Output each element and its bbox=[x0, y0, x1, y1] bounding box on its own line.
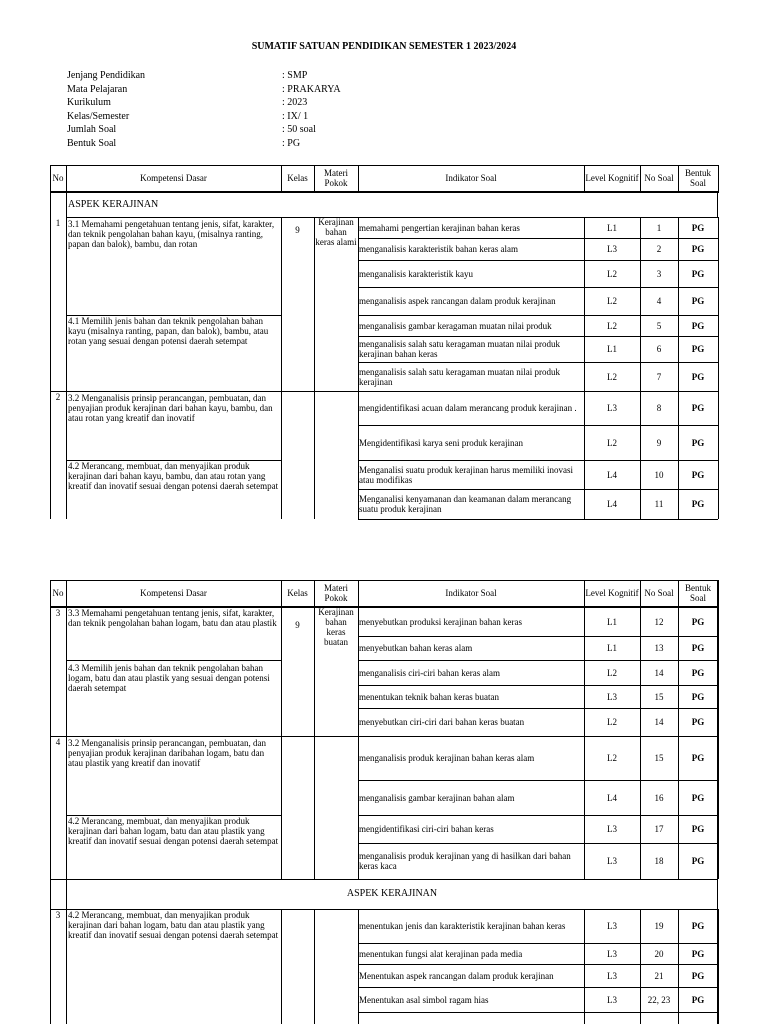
indicator-cell: menentukan fungsi alat kerajinan pada media bbox=[359, 948, 523, 959]
table-rule bbox=[640, 909, 641, 1024]
no-soal-cell: 5 bbox=[656, 320, 662, 331]
bentuk-cell: PG bbox=[691, 371, 705, 382]
level-cell: L1 bbox=[607, 222, 617, 233]
table-rule bbox=[640, 607, 641, 879]
kd-cell: 4.3 Memilih jenis bahan dan teknik pengolahan bahan logam, batu dan atau plastik yang sesuai dengan potensi daerah setempat bbox=[68, 663, 270, 693]
indicator-cell: menganalisis ciri-ciri bahan keras alam bbox=[359, 667, 500, 678]
table-rule bbox=[640, 165, 641, 193]
meta-row bbox=[67, 137, 341, 151]
level-cell: L1 bbox=[607, 344, 617, 354]
table-rule bbox=[678, 909, 679, 1024]
no-soal-cell: 21 bbox=[654, 970, 664, 981]
table-rule bbox=[314, 607, 315, 879]
table-rule bbox=[50, 391, 358, 392]
no-soal-cell: 6 bbox=[656, 344, 662, 354]
bentuk-cell: PG bbox=[691, 222, 705, 233]
indicator-cell: menganalisis karakteristik bahan keras alam bbox=[359, 244, 518, 254]
kd-cell: 4.2 Merancang, membuat, dan menyajikan produk kerajinan dari bahan kayu, bambu, dan atau rotan yang kreatif dan inovatif sesuai dengan potensi daerah setempat bbox=[68, 461, 279, 491]
table-rule bbox=[50, 580, 51, 1024]
meta-value: : IX/ 1 bbox=[282, 110, 309, 122]
meta-label: Mata Pelajaran bbox=[67, 83, 128, 95]
header-materi-pokok: Materi Pokok bbox=[324, 583, 348, 603]
header-kelas: Kelas bbox=[287, 173, 308, 183]
table-rule bbox=[718, 165, 719, 193]
table-rule bbox=[66, 815, 281, 816]
bentuk-cell: PG bbox=[691, 856, 705, 866]
table-rule bbox=[358, 909, 359, 1024]
meta-label: Kurikulum bbox=[67, 97, 111, 108]
table-rule bbox=[584, 580, 585, 608]
indicator-cell: menganalisis aspek rancangan dalam produk kerajinan bbox=[359, 296, 556, 306]
level-cell: L3 bbox=[607, 948, 617, 959]
level-cell: L3 bbox=[607, 970, 617, 981]
no-soal-cell: 20 bbox=[654, 948, 664, 959]
meta-row bbox=[67, 110, 341, 124]
header-kompetensi-dasar: Kompetensi Dasar bbox=[140, 588, 207, 598]
no-soal-cell: 15 bbox=[654, 691, 664, 702]
table-rule bbox=[358, 580, 359, 608]
bentuk-cell: PG bbox=[691, 948, 705, 959]
table-rule bbox=[314, 909, 315, 1024]
group-no: 4 bbox=[55, 737, 61, 747]
header-no: No bbox=[52, 588, 64, 598]
no-soal-cell: 13 bbox=[654, 643, 664, 653]
meta-row bbox=[67, 83, 341, 97]
no-soal-cell: 18 bbox=[654, 856, 664, 866]
kd-cell: 4.2 Merancang, membuat, dan menyajikan produk kerajinan dari bahan logam, batu dan atau plastik yang kreatif dan inovatif sesuai dengan potensi daerah setempat bbox=[68, 816, 279, 846]
bentuk-cell: PG bbox=[691, 824, 705, 834]
indicator-cell: menganalisis salah satu keragaman muatan nilai produk kerajinan bahan keras bbox=[359, 339, 560, 359]
kd-cell: 3.2 Menganalisis prinsip perancangan, pembuatan, dan penyajian produk kerajinan dari bahan kayu, bambu, dan atau rotan yang kreatif dan inovatif bbox=[68, 393, 273, 423]
table-rule bbox=[66, 460, 281, 461]
indicator-cell: menganalisis produk kerajinan yang di hasilkan dari bahan keras kaca bbox=[359, 851, 571, 871]
no-soal-cell: 22, 23 bbox=[647, 994, 671, 1005]
bentuk-cell: PG bbox=[691, 667, 705, 678]
header-level-kognitif: Level Kognitif bbox=[585, 588, 639, 598]
level-cell: L3 bbox=[607, 824, 617, 834]
table-rule bbox=[718, 580, 719, 608]
kd-cell: 3.2 Menganalisis prinsip perancangan, pembuatan, dan penyajian produk kerajinan daribahan logam, batu dan atau plastik yang kreatif dan inovatif bbox=[68, 738, 266, 768]
meta-row bbox=[67, 96, 341, 110]
header-materi-pokok: Materi Pokok bbox=[324, 168, 348, 188]
table-rule bbox=[281, 217, 282, 519]
table-rule bbox=[66, 660, 281, 661]
table-rule bbox=[358, 519, 718, 520]
header-no: No bbox=[52, 173, 64, 183]
no-soal-cell: 15 bbox=[654, 753, 664, 763]
table-rule bbox=[678, 580, 679, 608]
no-soal-cell: 3 bbox=[656, 268, 662, 279]
table-rule bbox=[314, 165, 315, 193]
header-bentuk-soal: Bentuk Soal bbox=[685, 583, 711, 603]
no-soal-cell: 7 bbox=[656, 371, 662, 382]
meta-value: : SMP bbox=[282, 70, 308, 81]
aspek-label: ASPEK KERAJINAN bbox=[68, 199, 159, 210]
level-cell: L2 bbox=[607, 296, 617, 306]
indicator-cell: menganalisis produk kerajinan bahan keras alam bbox=[359, 753, 535, 763]
level-cell: L2 bbox=[607, 268, 617, 279]
meta-value: : PG bbox=[282, 137, 301, 149]
table-rule bbox=[50, 580, 718, 581]
indicator-cell: menganalisis karakteristik kayu bbox=[359, 268, 473, 279]
bentuk-cell: PG bbox=[691, 616, 705, 627]
indicator-cell: Menentukan asal simbol ragam hias bbox=[359, 994, 489, 1005]
header-bentuk-soal: Bentuk Soal bbox=[685, 168, 711, 188]
meta-value: : 2023 bbox=[282, 97, 308, 108]
level-cell: L4 bbox=[607, 499, 617, 509]
level-cell: L3 bbox=[607, 403, 617, 413]
table-rule bbox=[358, 165, 359, 193]
indicator-cell: menyebutkan produksi kerajinan bahan keras bbox=[359, 616, 522, 627]
level-cell: L2 bbox=[607, 371, 617, 382]
indicator-cell: menganalisis salah satu keragaman muatan nilai produk kerajinan bbox=[359, 366, 560, 387]
document-meta bbox=[67, 69, 341, 150]
no-soal-cell: 17 bbox=[654, 824, 664, 834]
table-rule bbox=[50, 165, 51, 519]
level-cell: L3 bbox=[607, 244, 617, 254]
header-kompetensi-dasar: Kompetensi Dasar bbox=[140, 173, 207, 183]
table-rule bbox=[678, 165, 679, 193]
table-rule bbox=[50, 165, 718, 166]
no-soal-cell: 8 bbox=[656, 403, 662, 413]
table-rule bbox=[358, 217, 359, 519]
table-rule bbox=[718, 607, 719, 879]
indicator-cell: menentukan teknik bahan keras buatan bbox=[359, 691, 499, 702]
indicator-cell: Menganalisi kenyamanan dan keamanan dalam merancang suatu produk kerajinan bbox=[359, 494, 572, 514]
bentuk-cell: PG bbox=[691, 268, 705, 279]
level-cell: L2 bbox=[607, 320, 617, 331]
level-cell: L4 bbox=[607, 792, 617, 803]
level-cell: L3 bbox=[607, 691, 617, 702]
meta-label: Jumlah Soal bbox=[67, 124, 117, 135]
no-soal-cell: 16 bbox=[654, 792, 664, 803]
indicator-cell: Menentukan aspek rancangan dalam produk kerajinan bbox=[359, 970, 554, 981]
kd-cell: 4.1 Memilih jenis bahan dan teknik pengolahan bahan kayu (misalnya ranting, papan, dan balok), bambu, atau rotan yang sesuai dengan potensi daerah setempat bbox=[68, 316, 269, 346]
bentuk-cell: PG bbox=[691, 643, 705, 653]
aspek-label: ASPEK KERAJINAN bbox=[346, 888, 438, 899]
meta-row bbox=[67, 69, 341, 83]
bentuk-cell: PG bbox=[691, 320, 705, 331]
bentuk-cell: PG bbox=[691, 499, 705, 509]
level-cell: L2 bbox=[607, 667, 617, 678]
indicator-cell: mengidentifikasi acuan dalam merancang produk kerajinan . bbox=[359, 403, 577, 413]
level-cell: L2 bbox=[607, 437, 617, 448]
indicator-cell: menyebutkan bahan keras alam bbox=[359, 643, 473, 653]
kd-cell: 3.1 Memahami pengetahuan tentang jenis, sifat, karakter, dan teknik pengolahan bahan kayu, (misalnya ranting, papan dan balok), bambu, dan rotan bbox=[68, 219, 275, 249]
indicator-cell: memahami pengertian kerajinan bahan keras bbox=[359, 222, 520, 233]
table-rule bbox=[584, 217, 585, 519]
table-rule bbox=[358, 607, 359, 879]
meta-value: : 50 soal bbox=[282, 124, 316, 135]
table-rule bbox=[66, 315, 281, 316]
header-no-soal: No Soal bbox=[644, 588, 674, 598]
no-soal-cell: 2 bbox=[656, 244, 662, 254]
no-soal-cell: 14 bbox=[654, 717, 664, 727]
kd-cell: 4.2 Merancang, membuat, dan menyajikan produk kerajinan dari bahan logam, batu dan atau plastik yang kreatif dan inovatif sesuai dengan potensi daerah setempat bbox=[68, 910, 279, 940]
bentuk-cell: PG bbox=[691, 753, 705, 763]
kelas-cell: 9 bbox=[295, 620, 300, 630]
no-soal-cell: 4 bbox=[656, 296, 662, 306]
materi-cell: Kerajinan bahan keras alami bbox=[315, 217, 357, 247]
table-1 bbox=[50, 165, 718, 519]
level-cell: L3 bbox=[607, 994, 617, 1005]
meta-row bbox=[67, 123, 341, 137]
bentuk-cell: PG bbox=[691, 344, 705, 354]
kelas-cell: 9 bbox=[295, 225, 300, 235]
bentuk-cell: PG bbox=[691, 994, 705, 1005]
bentuk-cell: PG bbox=[691, 717, 705, 727]
table-rule bbox=[584, 165, 585, 193]
table-rule bbox=[640, 580, 641, 608]
table-rule bbox=[281, 165, 282, 193]
bentuk-cell: PG bbox=[691, 792, 705, 803]
table-rule bbox=[678, 217, 679, 519]
table-rule bbox=[718, 217, 719, 519]
table-rule bbox=[717, 191, 718, 217]
bentuk-cell: PG bbox=[691, 970, 705, 981]
table-rule bbox=[717, 580, 718, 1024]
indicator-cell: Mengidentifikasi karya seni produk kerajinan bbox=[359, 437, 523, 448]
bentuk-cell: PG bbox=[691, 296, 705, 306]
indicator-cell: mengidentifikasi ciri-ciri bahan keras bbox=[359, 824, 494, 834]
table-rule bbox=[281, 580, 282, 608]
table-rule bbox=[66, 580, 67, 1024]
indicator-cell: menganalisis gambar kerajinan bahan alam bbox=[359, 792, 515, 803]
table-rule bbox=[358, 1012, 718, 1013]
bentuk-cell: PG bbox=[691, 921, 705, 931]
table-rule bbox=[281, 909, 282, 1024]
level-cell: L1 bbox=[607, 616, 617, 627]
no-soal-cell: 10 bbox=[654, 469, 664, 480]
meta-label: Bentuk Soal bbox=[67, 137, 117, 149]
group-no: 3 bbox=[55, 910, 61, 920]
no-soal-cell: 14 bbox=[654, 667, 664, 678]
level-cell: L3 bbox=[607, 856, 617, 866]
page-title: SUMATIF SATUAN PENDIDIKAN SEMESTER 1 2023/2024 bbox=[251, 41, 517, 52]
no-soal-cell: 11 bbox=[654, 499, 664, 509]
bentuk-cell: PG bbox=[691, 403, 705, 413]
no-soal-cell: 12 bbox=[654, 616, 664, 627]
indicator-cell: menentukan jenis dan karakteristik kerajinan bahan keras bbox=[359, 921, 566, 931]
header-level-kognitif: Level Kognitif bbox=[585, 173, 639, 183]
header-no-soal: No Soal bbox=[644, 173, 674, 183]
level-cell: L2 bbox=[607, 717, 617, 727]
bentuk-cell: PG bbox=[691, 244, 705, 254]
indicator-cell: menganalisis gambar keragaman muatan nilai produk bbox=[359, 320, 552, 331]
table-rule bbox=[640, 217, 641, 519]
table-rule bbox=[678, 607, 679, 879]
group-no: 1 bbox=[55, 218, 61, 228]
table-rule bbox=[314, 580, 315, 608]
materi-cell: Kerajinan bahan keras buatan bbox=[318, 607, 354, 647]
header-indikator-soal: Indikator Soal bbox=[445, 588, 497, 598]
group-no: 2 bbox=[55, 392, 61, 402]
no-soal-cell: 9 bbox=[656, 437, 662, 448]
table-rule bbox=[584, 607, 585, 879]
level-cell: L2 bbox=[607, 753, 617, 763]
group-no: 3 bbox=[55, 608, 61, 618]
header-indikator-soal: Indikator Soal bbox=[445, 173, 497, 183]
bentuk-cell: PG bbox=[691, 469, 705, 480]
table-rule bbox=[314, 217, 315, 519]
table-rule bbox=[50, 736, 358, 737]
meta-label: Kelas/Semester bbox=[67, 110, 130, 122]
bentuk-cell: PG bbox=[691, 437, 705, 448]
level-cell: L1 bbox=[607, 643, 617, 653]
table-rule bbox=[66, 165, 67, 519]
table-rule bbox=[281, 607, 282, 879]
kd-cell: 3.3 Memahami pengetahuan tentang jenis, sifat, karakter, dan teknik pengolahan bahan logam, batu dan atau plastik bbox=[68, 608, 277, 628]
no-soal-cell: 1 bbox=[656, 222, 662, 233]
no-soal-cell: 19 bbox=[654, 921, 664, 931]
meta-label: Jenjang Pendidikan bbox=[67, 70, 146, 81]
level-cell: L4 bbox=[607, 469, 617, 480]
indicator-cell: Menganalisi suatu produk kerajinan harus memiliki inovasi atau modifikas bbox=[359, 464, 573, 485]
table-rule bbox=[584, 909, 585, 1024]
meta-value: : PRAKARYA bbox=[282, 83, 341, 95]
level-cell: L3 bbox=[607, 921, 617, 931]
table-2 bbox=[50, 580, 718, 1024]
table-rule bbox=[718, 909, 719, 1024]
indicator-cell: menyebutkan ciri-ciri dari bahan keras buatan bbox=[359, 717, 525, 727]
header-kelas: Kelas bbox=[287, 588, 308, 598]
bentuk-cell: PG bbox=[691, 691, 705, 702]
